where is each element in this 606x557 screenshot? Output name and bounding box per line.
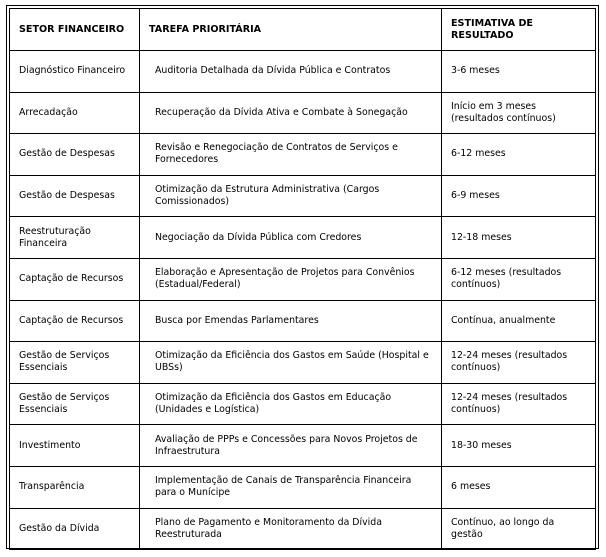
cell-tarefa: Otimização da Eficiência dos Gastos em Saúde (Hospital e UBSs) <box>140 342 442 384</box>
cell-tarefa: Busca por Emendas Parlamentares <box>140 301 442 343</box>
table-row <box>9 425 596 467</box>
cell-setor: Captação de Recursos <box>9 259 140 301</box>
cell-setor: Reestruturação Financeira <box>9 217 140 259</box>
cell-setor: Transparência <box>9 467 140 509</box>
cell-estimativa: Início em 3 meses (resultados contínuos) <box>442 93 596 135</box>
cell-setor: Gestão de Serviços Essenciais <box>9 342 140 384</box>
table-row <box>9 384 596 426</box>
cell-tarefa: Implementação de Canais de Transparência Financeira para o Munícipe <box>140 467 442 509</box>
cell-tarefa: Auditoria Detalhada da Dívida Pública e Contratos <box>140 51 442 93</box>
cell-estimativa: 6 meses <box>442 467 596 509</box>
cell-tarefa: Elaboração e Apresentação de Projetos para Convênios (Estadual/Federal) <box>140 259 442 301</box>
table-row <box>9 93 596 135</box>
priority-table <box>9 8 596 550</box>
table-row <box>9 217 596 259</box>
cell-estimativa: 12-24 meses (resultados contínuos) <box>442 342 596 384</box>
cell-estimativa: 12-24 meses (resultados contínuos) <box>442 384 596 426</box>
cell-tarefa: Recuperação da Dívida Ativa e Combate à Sonegação <box>140 93 442 135</box>
cell-tarefa: Otimização da Estrutura Administrativa (Cargos Comissionados) <box>140 176 442 218</box>
cell-estimativa: 18-30 meses <box>442 425 596 467</box>
table-row <box>9 259 596 301</box>
table-frame <box>6 5 599 549</box>
cell-estimativa: 6-9 meses <box>442 176 596 218</box>
cell-setor: Gestão de Serviços Essenciais <box>9 384 140 426</box>
header-estimativa: ESTIMATIVA DE RESULTADO <box>442 8 596 51</box>
table-row <box>9 509 596 551</box>
table-row <box>9 342 596 384</box>
cell-estimativa: 3-6 meses <box>442 51 596 93</box>
cell-estimativa: Contínuo, ao longo da gestão <box>442 509 596 551</box>
table-row <box>9 301 596 343</box>
cell-tarefa: Negociação da Dívida Pública com Credores <box>140 217 442 259</box>
cell-tarefa: Otimização da Eficiência dos Gastos em Educação (Unidades e Logística) <box>140 384 442 426</box>
table-row <box>9 134 596 176</box>
cell-tarefa: Revisão e Renegociação de Contratos de Serviços e Fornecedores <box>140 134 442 176</box>
header-tarefa: TAREFA PRIORITÁRIA <box>140 8 442 51</box>
cell-setor: Gestão de Despesas <box>9 134 140 176</box>
table-row <box>9 467 596 509</box>
cell-estimativa: 6-12 meses (resultados contínuos) <box>442 259 596 301</box>
cell-estimativa: 6-12 meses <box>442 134 596 176</box>
table-header-row <box>9 8 596 51</box>
cell-setor: Gestão da Dívida <box>9 509 140 551</box>
cell-setor: Captação de Recursos <box>9 301 140 343</box>
header-setor: SETOR FINANCEIRO <box>9 8 140 51</box>
cell-tarefa: Plano de Pagamento e Monitoramento da Dívida Reestruturada <box>140 509 442 551</box>
cell-setor: Gestão de Despesas <box>9 176 140 218</box>
cell-estimativa: Contínua, anualmente <box>442 301 596 343</box>
cell-setor: Diagnóstico Financeiro <box>9 51 140 93</box>
cell-tarefa: Avaliação de PPPs e Concessões para Novos Projetos de Infraestrutura <box>140 425 442 467</box>
table-row <box>9 176 596 218</box>
cell-setor: Arrecadação <box>9 93 140 135</box>
cell-estimativa: 12-18 meses <box>442 217 596 259</box>
cell-setor: Investimento <box>9 425 140 467</box>
table-row <box>9 51 596 93</box>
